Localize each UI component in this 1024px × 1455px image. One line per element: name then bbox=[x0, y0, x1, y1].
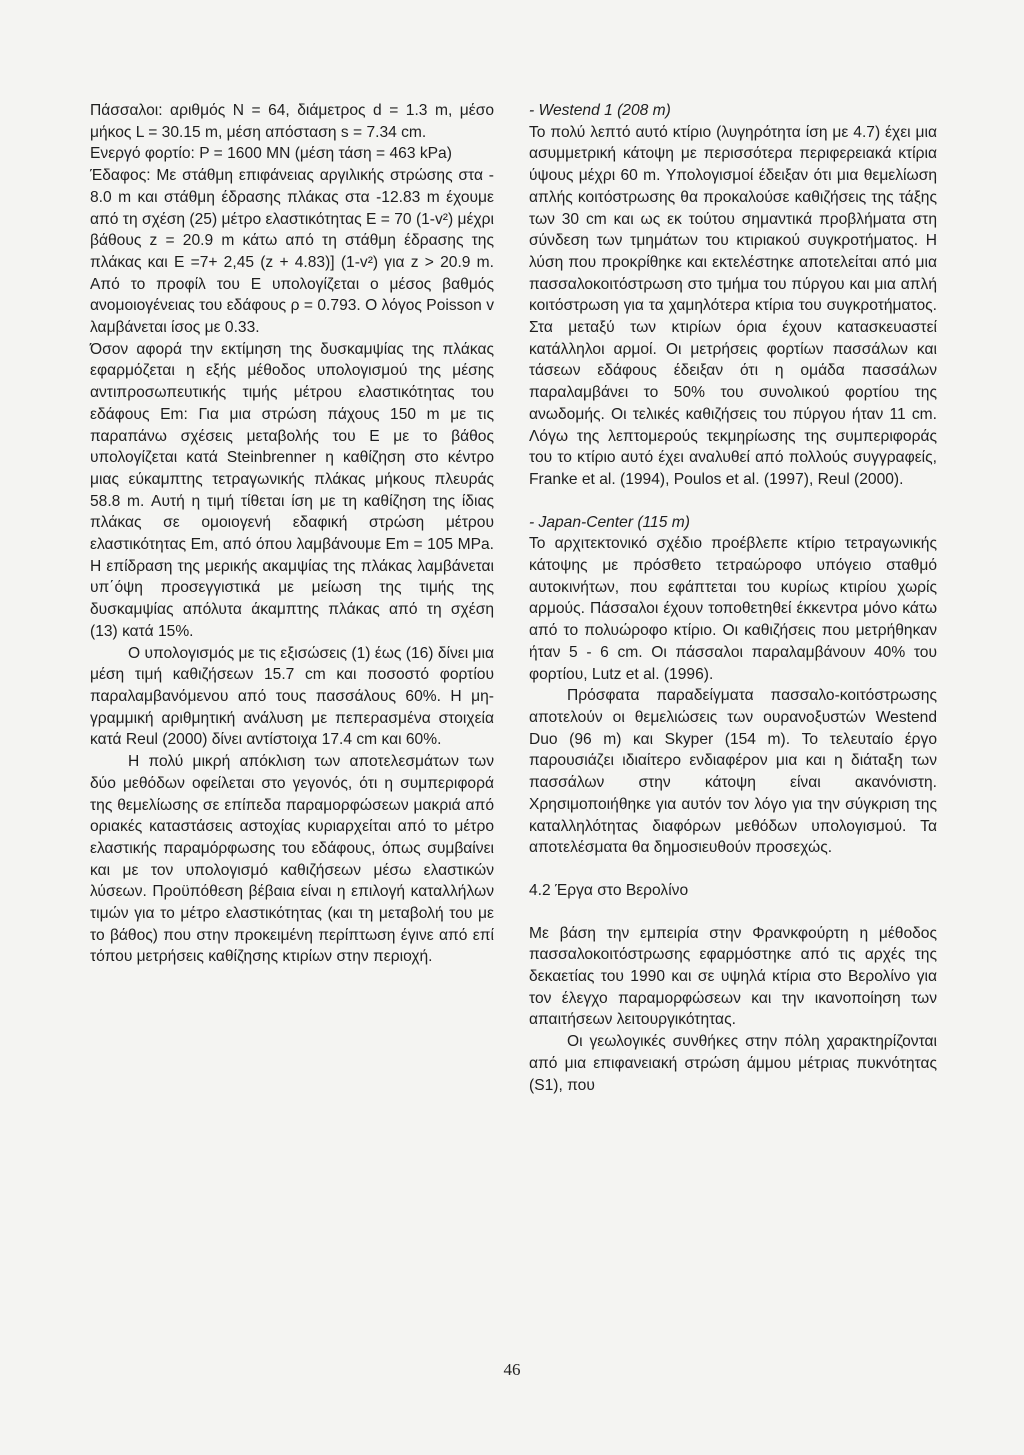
right-column bbox=[529, 100, 937, 1096]
westend-paragraph: Το πολύ λεπτό αυτό κτίριο (λυγηρότητα ίση με 4.7) έχει μια ασυμμετρική κάτοψη με περισσότερα περιφερειακά κτίρια ύψους μέχρι 60 m. Υπολογισμοί έδειξαν ότι μια θεμελίωση απλής κοιτόστρωσης θα προκαλούσε καθιζήσεις της τάξης των 30 cm και ως εκ τούτου σημαντικά προβλήματα στη σύνδεση των τμημάτων του κτιριακού συγκροτήματος. Η λύση που προκρίθηκε και εκτελέστηκε αποτελείται από μια πασσαλοκοιτόστρωση στο τμήμα του πύργου και μια απλή κοιτόστρωση για τα χαμηλότερα κτίρια του συγκροτήματος. Στα μεταξύ των κτιρίων όρια έχουν κατασκευαστεί κατάλληλοι αρμοί. Οι μετρήσεις φορτίων πασσάλων και τάσεων εδάφους έδειξαν ότι η ομάδα πασσάλων παραλαμβάνει το 50% του συνολικού φορτίου της ανωδομής. Οι τελικές καθιζήσεις του πύργου ήταν 11 cm. Λόγω της λεπτομερούς τεκμηρίωσης της συμπεριφοράς του το κτίριο αυτό έχει αναλυθεί από πολλούς συγγραφείς, Franke et al. (1994), Poulos et al. (1997), Reul (2000). bbox=[529, 123, 937, 488]
berlin-paragraph: Με βάση την εμπειρία στην Φρανκφούρτη η μέθοδος πασσαλοκοιτόστρωσης εφαρμόστηκε από τις αρχές της δεκαετίας του 1990 και σε υψηλά κτίρια στο Βερολίνο για τον έλεγχο παραμορφώσεων και την ικανοποίηση των απαιτήσεων λειτουργικότητας. bbox=[529, 924, 937, 1029]
geology-paragraph: Οι γεωλογικές συνθήκες στην πόλη χαρακτηρίζονται από μια επιφανειακή στρώση άμμου μέτριας πυκνότητας (S1), που bbox=[529, 1033, 937, 1094]
japan-center-heading: - Japan-Center (115 m) bbox=[529, 513, 690, 531]
calculation-results-paragraph: Ο υπολογισμός με τις εξισώσεις (1) έως (16) δίνει μια μέση τιμή καθιζήσεων 15.7 cm και ποσοστό φορτίου παραλαμβανόμενου από τους πασσάλους 60%. Η μη-γραμμική αριθμητική ανάλυση με πεπερασμένα στοιχεία κατά Reul (2000) δίνει αντίστοιχα 17.4 cm και 60%. bbox=[90, 644, 494, 749]
westend-heading: - Westend 1 (208 m) bbox=[529, 102, 671, 119]
page-number: 46 bbox=[503, 1360, 521, 1379]
section-heading-berlin: 4.2 Έργα στο Βερολίνο bbox=[529, 881, 689, 899]
soil-description: Έδαφος: Με στάθμη επιφάνειας αργιλικής στρώσης στα - 8.0 m και στάθμη έδρασης πλάκας στα -12.83 m έχουμε από τη σχέση (25) μέτρο ελαστικότητας E = 70 (1-v²) μέχρι βάθους z = 20.9 m κάτω από τη στάθμη έδρασης της πλάκας και E =7+ 2,45 (z + 4.83)] (1-v²) για z > 20.9 m. Από το προφίλ του E υπολογίζεται ο μέσος βαθμός ανομοιογένειας του εδάφους ρ = 0.793. Ο λόγος Poisson v λαμβάνεται ίσος με 0.33. bbox=[90, 167, 494, 337]
stiffness-method-paragraph: Όσον αφορά την εκτίμηση της δυσκαμψίας της πλάκας εφαρμόζεται η εξής μέθοδος υπολογισμού της μέσης αντιπροσωπευτικής τιμής μέτρου ελαστικότητας του εδάφους Em: Για μια στρώση πάχους 150 m με τις παραπάνω σχέσεις μεταβολής του E με το βάθος υπολογίζεται κατά Steinbrenner η καθίζηση στο κέντρο μιας εύκαμπτης τετραγωνικής πλάκας μήκους πλευράς 58.8 m. Αυτή η τιμή τίθεται ίση με τη καθίζηση της ίδιας πλάκας σε ομοιογενή εδαφική στρώση μέτρου ελαστικότητας Em, από όπου λαμβάνουμε Em = 105 MPa. Η επίδραση της μερικής ακαμψίας της πλάκας λαμβάνεται υπ΄όψη προσεγγιστικά με μείωση της τιμής της δυσκαμψίας απόλυτα άκαμπτης πλάκας από τη σχέση (13) κατά 15%. bbox=[90, 340, 494, 640]
active-load: Ενεργό φορτίο: P = 1600 MN (μέση τάση = 463 kPa) bbox=[90, 145, 452, 163]
recent-examples-paragraph: Πρόσφατα παραδείγματα πασσαλο-κοιτόστρωσης αποτελούν οι θεμελιώσεις των ουρανοξυστών Westend Duo (96 m) και Skyper (154 m). Το τελευταίο έργο παρουσιάζει ιδιαίτερο ενδιαφέρον μια και η διάταξη των πασσάλων στην κάτοψη είναι ακανόνιστη. Χρησιμοποιήθηκε για αυτόν τον λόγο για την σύγκριση της καταλληλότητας διαφόρων μεθόδων υπολογισμού. Τα αποτελέσματα θα δημοσιευθούν προσεχώς. bbox=[529, 687, 937, 857]
left-column bbox=[90, 100, 494, 968]
japan-center-paragraph: Το αρχιτεκτονικό σχέδιο προέβλεπε κτίριο τετραγωνικής κάτοψης με πρόσθετο τετραώροφο υπόγειο σταθμό αυτοκινήτων, που εφάπτεται του κυρίως κτιρίου χωρίς αρμούς. Πάσσαλοι έχουν τοποθετηθεί έκκεντρα μόνο κάτω από το πολυώροφο κτίριο. Οι καθιζήσεις που μετρήθηκαν ήταν 5 - 6 cm. Οι πάσσαλοι παραλαμβάνουν 40% του φορτίου, Lutz et al. (1996). bbox=[529, 535, 937, 683]
piles-parameters: Πάσσαλοι: αριθμός N = 64, διάμετρος d = 1.3 m, μέσο μήκος L = 30.15 m, μέση απόσταση s = 7.34 cm. bbox=[90, 102, 494, 141]
discussion-paragraph: Η πολύ μικρή απόκλιση των αποτελεσμάτων των δύο μεθόδων οφείλεται στο γεγονός, ότι η συμπεριφορά της θεμελίωσης σε επίπεδα παραμορφώσεων μακριά από οριακές καταστάσεις αστοχίας κυριαρχείται από το μέτρο ελαστικής παραμόρφωσης του εδάφους, όπως συμβαίνει και με τον υπολογισμό καθιζήσεων μέσω ελαστικών λύσεων. Προϋπόθεση βέβαια είναι η επιλογή καταλλήλων τιμών για το μέτρο ελαστικότητας (και τη μεταβολή του με το βάθος) που στην προκειμένη περίπτωση έγινε από επί τόπου μετρήσεις καθίζησης κτιρίων στην περιοχή. bbox=[90, 753, 494, 966]
